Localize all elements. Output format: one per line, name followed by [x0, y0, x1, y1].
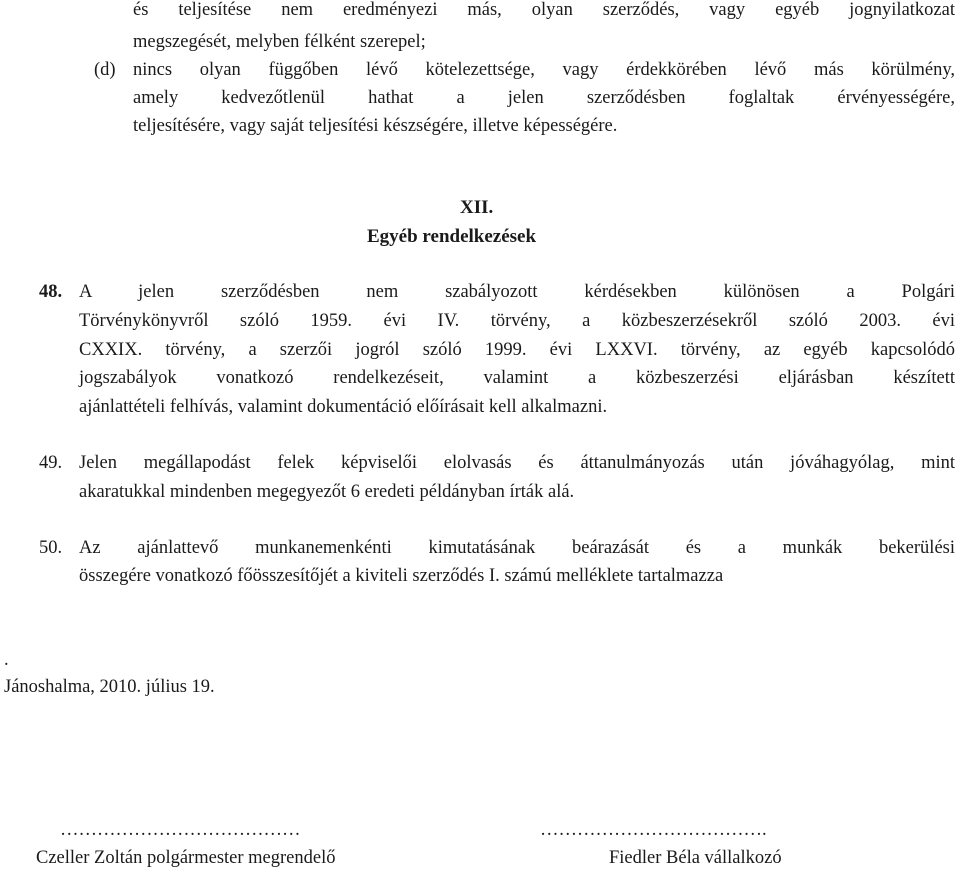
section-number: XII.	[460, 197, 494, 218]
place-date: Jánoshalma, 2010. július 19.	[4, 677, 215, 697]
section-title: Egyéb rendelkezések	[367, 226, 537, 247]
stray-dot: .	[4, 650, 9, 670]
item-d-line-3: teljesítésére, vagy saját teljesítési készségére, illetve képességére.	[133, 116, 618, 136]
clause-48-line-4: jogszabályok vonatkozó rendelkezéseit, valamint a közbeszerzési eljárásban készített	[79, 368, 955, 388]
item-d-marker: (d)	[94, 60, 116, 80]
clause-49-line-2: akaratukkal mindenben megegyezőt 6 eredeti példányban írták alá.	[79, 482, 575, 502]
item-c-line-2: megszegését, melyben félként szerepel;	[133, 32, 426, 52]
clause-49-number: 49.	[39, 453, 63, 473]
clause-49-line-1: Jelen megállapodást felek képviselői elolvasás és áttanulmányozás után jóváhagyólag, mint	[79, 453, 955, 473]
clause-48-line-1: A jelen szerződésben nem szabályozott kérdésekben különösen a Polgári	[79, 282, 955, 302]
signature-line-right: ……………………………….	[540, 820, 767, 840]
clause-50-number: 50.	[39, 538, 63, 558]
clause-48-line-3: CXXIX. törvény, a szerzői jogról szóló 1999. évi LXXVI. törvény, az egyéb kapcsolódó	[79, 340, 955, 360]
signature-name-left: Czeller Zoltán polgármester megrendelő	[36, 848, 336, 868]
item-c-line-1: és teljesítése nem eredményezi más, olyan szerződés, vagy egyéb jognyilatkozat	[133, 0, 955, 20]
item-d-line-1: nincs olyan függőben lévő kötelezettsége, vagy érdekkörében lévő más körülmény,	[133, 60, 955, 80]
item-d-line-2: amely kedvezőtlenül hathat a jelen szerződésben foglaltak érvényességére,	[133, 88, 955, 108]
clause-50-line-1: Az ajánlattevő munkanemenkénti kimutatásának beárazását és a munkák bekerülési	[79, 538, 955, 558]
signature-line-left: …………………………………	[60, 820, 301, 840]
clause-48-number: 48.	[39, 282, 63, 302]
clause-48-line-2: Törvénykönyvről szóló 1959. évi IV. törvény, a közbeszerzésekről szóló 2003. évi	[79, 311, 955, 331]
clause-48-line-5: ajánlattételi felhívás, valamint dokumentáció előírásait kell alkalmazni.	[79, 397, 608, 417]
clause-50-line-2: összegére vonatkozó főösszesítőjét a kiviteli szerződés I. számú melléklete tartalmazza	[79, 566, 724, 586]
signature-name-right: Fiedler Béla vállalkozó	[609, 848, 782, 868]
